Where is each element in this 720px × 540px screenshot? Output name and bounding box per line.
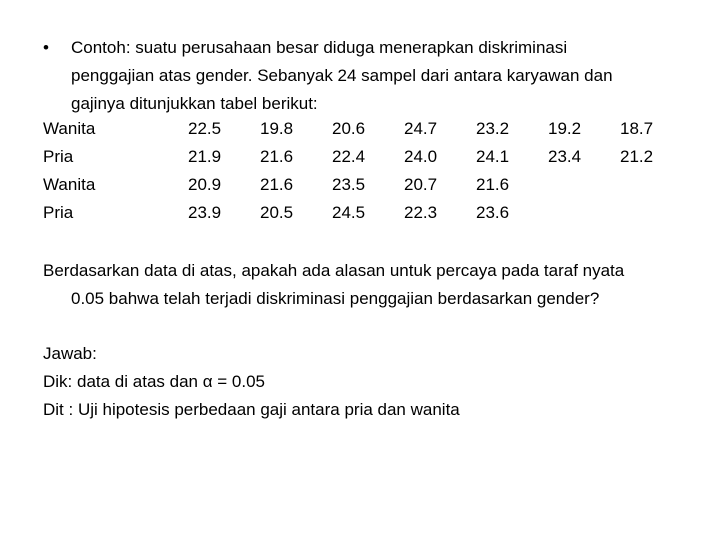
table-cell: 21.2 xyxy=(620,147,654,166)
table-cell: 22.3 xyxy=(404,203,438,222)
table-cell: 18.7 xyxy=(620,119,654,138)
intro-line-3: gajinya ditunjukkan tabel berikut: xyxy=(71,94,318,113)
answer-asked: Dit : Uji hipotesis perbedaan gaji antara pria dan wanita xyxy=(43,400,460,419)
table-cell xyxy=(620,171,692,199)
table-cell: 21.6 xyxy=(476,175,510,194)
table-row xyxy=(43,143,692,171)
row-label: Pria xyxy=(43,203,74,222)
table-cell: 21.9 xyxy=(188,147,222,166)
intro-line-1: Contoh: suatu perusahaan besar diduga menerapkan diskriminasi xyxy=(71,38,568,57)
intro-bullet xyxy=(43,34,683,118)
row-label: Wanita xyxy=(43,175,96,194)
question-paragraph xyxy=(43,257,683,313)
answer-given: Dik: data di atas dan α = 0.05 xyxy=(43,372,265,391)
table-cell: 24.0 xyxy=(404,147,438,166)
table-cell: 24.5 xyxy=(332,203,366,222)
table-cell: 23.4 xyxy=(548,147,582,166)
table-cell: 19.8 xyxy=(260,119,294,138)
answer-block xyxy=(43,340,683,424)
table-cell: 23.9 xyxy=(188,203,222,222)
table-cell xyxy=(548,199,620,227)
table-cell: 21.6 xyxy=(260,147,294,166)
question-line-1: Berdasarkan data di atas, apakah ada alasan untuk percaya pada taraf nyata xyxy=(43,261,625,280)
table-cell xyxy=(548,171,620,199)
answer-heading: Jawab: xyxy=(43,344,97,363)
table-cell: 19.2 xyxy=(548,119,582,138)
bullet-icon: • xyxy=(43,38,49,57)
table-cell: 24.7 xyxy=(404,119,438,138)
table-cell: 20.6 xyxy=(332,119,366,138)
table-cell: 23.5 xyxy=(332,175,366,194)
table-row xyxy=(43,115,692,143)
table-cell: 20.9 xyxy=(188,175,222,194)
table-cell: 21.6 xyxy=(260,175,294,194)
table-cell: 24.1 xyxy=(476,147,510,166)
intro-text xyxy=(43,34,683,118)
table-cell: 22.5 xyxy=(188,119,222,138)
question-line-2: 0.05 bahwa telah terjadi diskriminasi penggajian berdasarkan gender? xyxy=(71,289,600,308)
table-row xyxy=(43,199,692,227)
table-row xyxy=(43,171,692,199)
table-cell: 22.4 xyxy=(332,147,366,166)
table-cell xyxy=(620,199,692,227)
table-cell: 23.6 xyxy=(476,203,510,222)
salary-table xyxy=(43,115,692,227)
table-cell: 20.7 xyxy=(404,175,438,194)
table-cell: 23.2 xyxy=(476,119,510,138)
table-cell: 20.5 xyxy=(260,203,294,222)
intro-line-2: penggajian atas gender. Sebanyak 24 sampel dari antara karyawan dan xyxy=(71,66,613,85)
row-label: Pria xyxy=(43,147,74,166)
row-label: Wanita xyxy=(43,119,96,138)
